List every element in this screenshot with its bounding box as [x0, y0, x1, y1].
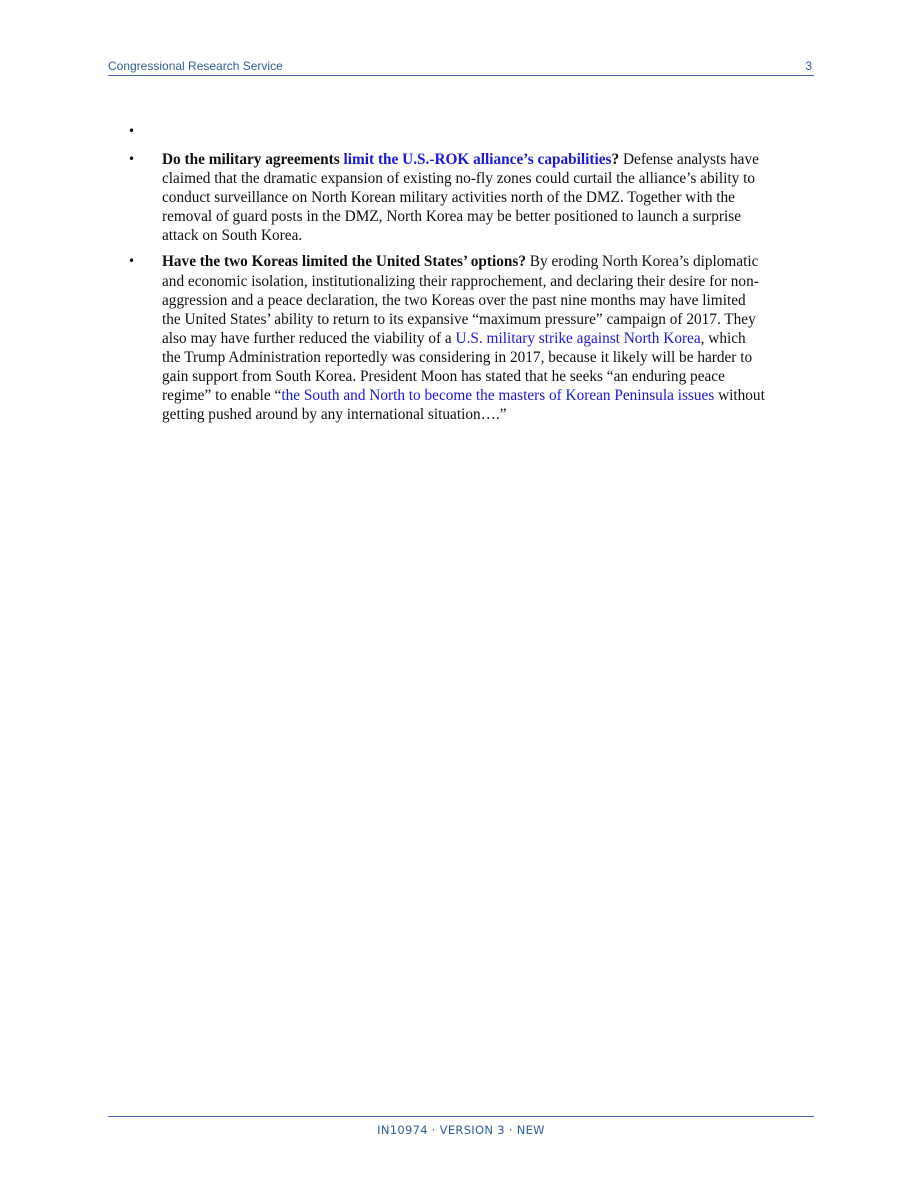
- page-header: [108, 59, 814, 76]
- question-us-options: Have the two Koreas limited the United States’ options?: [162, 253, 526, 271]
- list-item-us-options: [128, 252, 768, 424]
- link-military-strike[interactable]: U.S. military strike against North Korea: [455, 329, 701, 347]
- page-footer: [108, 1116, 814, 1137]
- footer-doc-id: IN10974 · VERSION 3 · NEW: [377, 1123, 545, 1137]
- bullet-text-2: , which the Trump Administration reportedly was considering in 2017, because it likely will be harder to gain support from South Korea. President Moon has stated that he seeks “an enduring peace regime” to enable “: [162, 329, 753, 405]
- bullet-icon: •: [128, 254, 136, 269]
- list-item-empty: [128, 122, 768, 141]
- link-masters-of-peninsula[interactable]: the South and North to become the masters of Korean Peninsula issues: [281, 387, 715, 405]
- page-number: 3: [805, 59, 812, 73]
- bullet-list: [128, 122, 768, 424]
- bullet-text-1: By eroding North Korea’s diplomatic and economic isolation, institutionalizing their rapprochement, and declaring their desire for non-aggression and a peace declaration, the two Koreas over the past nine months may have limited the United States’ ability to return to its expansive “maximum pressure” campaign of 2017. They also may have further reduced the viability of a: [162, 253, 759, 347]
- bullet-icon: •: [128, 152, 136, 166]
- bullet-icon: •: [128, 124, 136, 138]
- header-publisher: Congressional Research Service: [108, 59, 283, 73]
- question-start: Do the military agreements: [162, 151, 344, 168]
- bullet-text-3: without getting pushed around by any international situation….”: [162, 387, 765, 424]
- bullet-text: Defense analysts have claimed that the dramatic expansion of existing no-fly zones could curtail the alliance’s ability to conduct surveillance on North Korean military activities north of the DMZ. Together with the removal of guard posts in the DMZ, North Korea may be better positioned to launch a surprise attack on South Korea.: [162, 151, 759, 245]
- link-alliance-capabilities[interactable]: limit the U.S.-ROK alliance’s capabilities: [343, 151, 612, 168]
- list-item-military-agreements: [128, 150, 768, 245]
- question-end: ?: [611, 151, 620, 168]
- document-body: [128, 122, 768, 431]
